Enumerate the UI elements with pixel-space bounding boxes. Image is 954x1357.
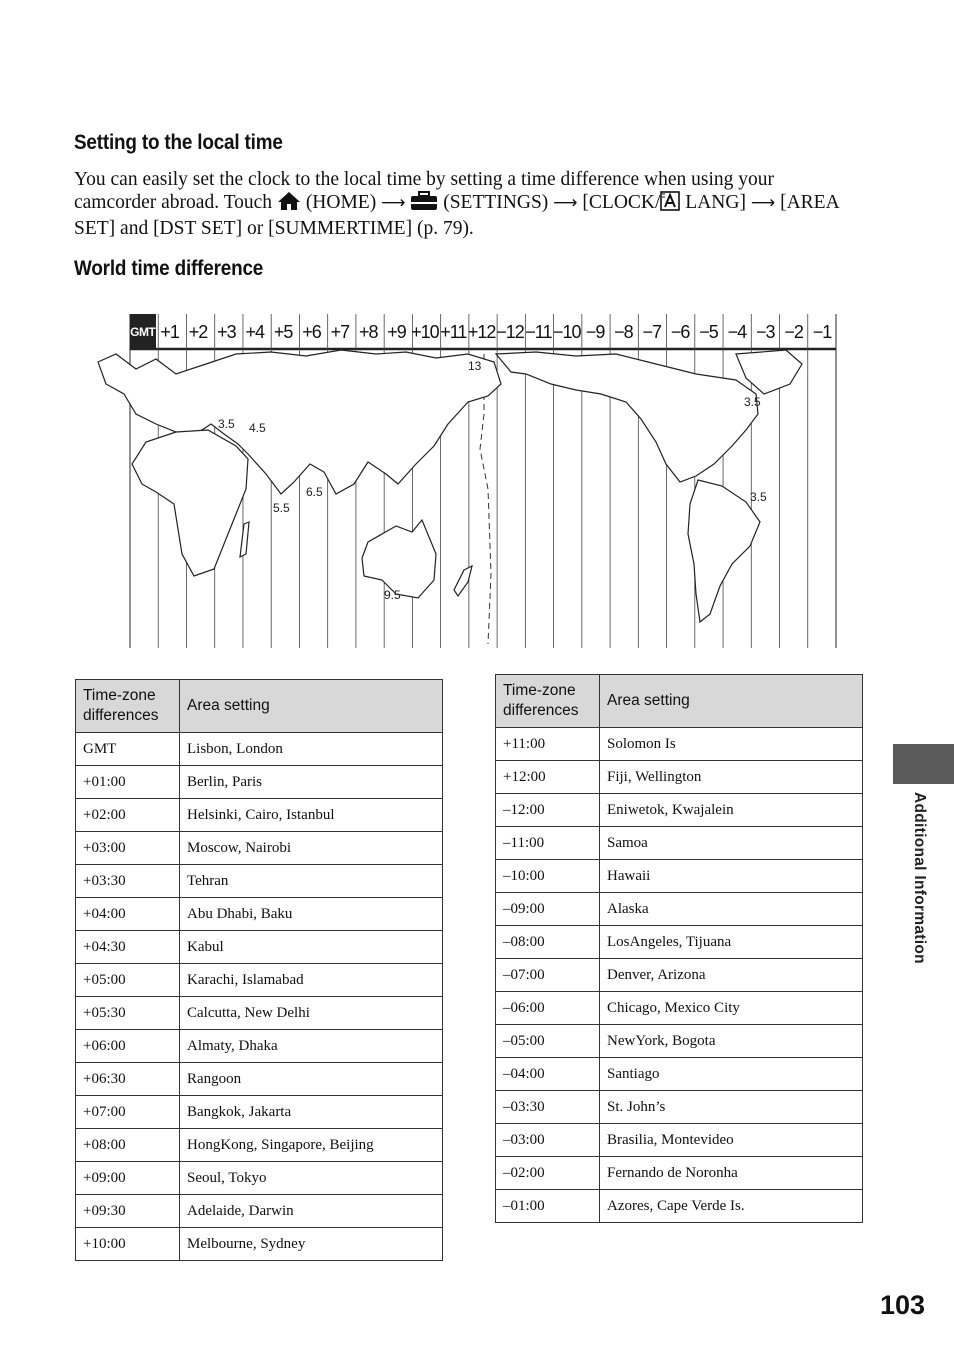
zone-label: +10 [411, 322, 439, 342]
table-row [496, 992, 863, 1025]
table-row [76, 898, 443, 931]
north-america-outline [496, 352, 758, 482]
time-zone-cell: –04:00 [496, 1058, 600, 1091]
table-row [76, 832, 443, 865]
area-setting-cell: NewYork, Bogota [600, 1025, 863, 1058]
time-zone-cell: –10:00 [496, 860, 600, 893]
offset-label: 5.5 [273, 501, 290, 515]
area-setting-cell: Adelaide, Darwin [180, 1195, 443, 1228]
time-zone-cell: +04:30 [76, 931, 180, 964]
table-row [76, 733, 443, 766]
area-setting-cell: Hawaii [600, 860, 863, 893]
area-setting-cell: LosAngeles, Tijuana [600, 926, 863, 959]
area-setting-cell: Calcutta, New Delhi [180, 997, 443, 1030]
settings-toolbox-icon [410, 191, 438, 217]
time-zone-cell: +12:00 [496, 761, 600, 794]
offset-label: 3.5 [744, 395, 761, 409]
zone-label: +5 [273, 322, 293, 342]
africa-outline [132, 430, 248, 576]
area-setting-cell: Karachi, Islamabad [180, 964, 443, 997]
area-setting-cell: Fernando de Noronha [600, 1157, 863, 1190]
zone-label: +3 [217, 322, 236, 342]
zone-label: −12 [496, 322, 524, 342]
area-setting-cell: Samoa [600, 827, 863, 860]
time-zone-cell: –01:00 [496, 1190, 600, 1223]
zone-label: −3 [755, 322, 775, 342]
zone-label: −1 [812, 322, 832, 342]
table-row [76, 931, 443, 964]
area-setting-cell: Santiago [600, 1058, 863, 1091]
table-row [496, 926, 863, 959]
zone-label: −10 [552, 322, 581, 342]
madagascar-outline [240, 522, 249, 557]
table-row [496, 1124, 863, 1157]
home-icon [277, 191, 301, 217]
time-zone-cell: +09:30 [76, 1195, 180, 1228]
zone-label: −4 [727, 322, 747, 342]
time-zone-cell: +03:30 [76, 865, 180, 898]
table-row [496, 1157, 863, 1190]
time-zone-cell: –02:00 [496, 1157, 600, 1190]
world-time-map [96, 314, 838, 648]
time-zone-table-left [75, 679, 443, 1261]
table-row [76, 964, 443, 997]
zone-label: +7 [330, 322, 350, 342]
area-setting-cell: Kabul [180, 931, 443, 964]
area-setting-cell: Almaty, Dhaka [180, 1030, 443, 1063]
table-row [76, 766, 443, 799]
column-header-time-zone: Time-zone differences [496, 675, 600, 728]
zone-label: +4 [245, 322, 265, 342]
time-zone-cell: –05:00 [496, 1025, 600, 1058]
area-setting-cell: Tehran [180, 865, 443, 898]
time-zone-cell: +08:00 [76, 1129, 180, 1162]
table-row [496, 893, 863, 926]
time-zone-cell: +01:00 [76, 766, 180, 799]
area-setting-cell: Fiji, Wellington [600, 761, 863, 794]
column-header-area-setting: Area setting [180, 680, 443, 733]
section-heading-local-time: Setting to the local time [74, 131, 283, 154]
column-header-area-setting: Area setting [600, 675, 863, 728]
arrow-right-icon: ⟶ [750, 193, 776, 213]
table-row [76, 1195, 443, 1228]
time-zone-cell: –08:00 [496, 926, 600, 959]
instructions-text-1: You can easily set the clock to the local time by setting a time difference when using your camcorder abroad. Touch [74, 169, 775, 213]
zone-label: −2 [784, 322, 803, 342]
area-setting-cell: Brasilia, Montevideo [600, 1124, 863, 1157]
table-row [496, 959, 863, 992]
time-zone-table-right [495, 674, 863, 1223]
instructions-text-5: LANG] [685, 192, 746, 213]
table-row [496, 794, 863, 827]
time-zone-cell: +06:00 [76, 1030, 180, 1063]
time-zone-cell: +07:00 [76, 1096, 180, 1129]
zone-label: +9 [387, 322, 406, 342]
arrow-right-icon: ⟶ [381, 193, 406, 213]
area-setting-cell: Melbourne, Sydney [180, 1228, 443, 1261]
time-zone-cell: –03:30 [496, 1091, 600, 1124]
table-row [76, 1129, 443, 1162]
time-zone-cell: +11:00 [496, 728, 600, 761]
time-zone-cell: GMT [76, 733, 180, 766]
page-number: 103 [880, 1290, 926, 1320]
section-tab-label: Additional Information [911, 792, 928, 964]
table-row [76, 1096, 443, 1129]
table-row [76, 1162, 443, 1195]
area-setting-cell: Helsinki, Cairo, Istanbul [180, 799, 443, 832]
time-zone-cell: +04:00 [76, 898, 180, 931]
offset-label: 9.5 [384, 588, 401, 602]
offset-label: 13 [468, 359, 482, 373]
area-setting-cell: Moscow, Nairobi [180, 832, 443, 865]
table-row [496, 1025, 863, 1058]
zone-label: +12 [467, 322, 496, 342]
table-row [76, 1030, 443, 1063]
time-zone-cell: –11:00 [496, 827, 600, 860]
table-row [496, 728, 863, 761]
time-zone-cell: –09:00 [496, 893, 600, 926]
area-setting-cell: Lisbon, London [180, 733, 443, 766]
time-zone-cell: +09:00 [76, 1162, 180, 1195]
time-zone-cell: +03:00 [76, 832, 180, 865]
table-row [496, 827, 863, 860]
time-zone-cell: –12:00 [496, 794, 600, 827]
area-setting-cell: HongKong, Singapore, Beijing [180, 1129, 443, 1162]
time-zone-cell: +05:00 [76, 964, 180, 997]
table-row [76, 1228, 443, 1261]
zone-label: +1 [160, 322, 179, 342]
zone-label: −9 [585, 322, 605, 342]
time-zone-cell: –07:00 [496, 959, 600, 992]
zone-label: −7 [642, 322, 662, 342]
zone-label: +8 [358, 322, 378, 342]
local-time-instructions [74, 168, 844, 240]
area-setting-cell: Chicago, Mexico City [600, 992, 863, 1025]
instructions-text-6: [AREA SET] and [DST SET] or [SUMMERTIME] (p. 79). [74, 192, 839, 239]
table-header-row [496, 675, 863, 728]
section-heading-world-time: World time difference [74, 257, 264, 280]
area-setting-cell: Azores, Cape Verde Is. [600, 1190, 863, 1223]
zone-label: +6 [302, 322, 321, 342]
time-zone-cell: +06:30 [76, 1063, 180, 1096]
zone-label: +2 [188, 322, 208, 342]
table-row [76, 865, 443, 898]
time-zone-bar [130, 314, 836, 350]
time-zone-cell: –03:00 [496, 1124, 600, 1157]
zone-label: −6 [670, 322, 690, 342]
offset-label: 6.5 [306, 485, 323, 499]
column-header-time-zone: Time-zone differences [76, 680, 180, 733]
area-setting-cell: Berlin, Paris [180, 766, 443, 799]
zone-label: GMT [130, 314, 156, 350]
zone-label: −5 [699, 322, 718, 342]
area-setting-cell: Rangoon [180, 1063, 443, 1096]
area-setting-cell: Solomon Is [600, 728, 863, 761]
offset-label: 4.5 [249, 421, 266, 435]
area-setting-cell: St. John’s [600, 1091, 863, 1124]
table-row [76, 799, 443, 832]
instructions-text-3: (SETTINGS) [443, 192, 549, 213]
area-setting-cell: Bangkok, Jakarta [180, 1096, 443, 1129]
zone-label: +11 [440, 322, 467, 342]
time-zone-cell: –06:00 [496, 992, 600, 1025]
table-row [76, 997, 443, 1030]
table-row [496, 761, 863, 794]
arrow-right-icon: ⟶ [553, 193, 578, 213]
area-setting-cell: Denver, Arizona [600, 959, 863, 992]
table-row [496, 1190, 863, 1223]
new-zealand-outline [454, 566, 472, 596]
offset-label: 3.5 [218, 417, 235, 431]
time-zone-cell: +05:30 [76, 997, 180, 1030]
zone-label: −8 [614, 322, 633, 342]
table-row [496, 1058, 863, 1091]
instructions-text-2: (HOME) [305, 192, 377, 213]
table-row [496, 1091, 863, 1124]
table-row [76, 1063, 443, 1096]
instructions-text-4: [CLOCK/ [582, 192, 661, 213]
area-setting-cell: Seoul, Tokyo [180, 1162, 443, 1195]
time-zone-cell: +02:00 [76, 799, 180, 832]
table-row [496, 860, 863, 893]
table-header-row [76, 680, 443, 733]
time-zone-cell: +10:00 [76, 1228, 180, 1261]
australia-outline [362, 520, 436, 598]
offset-label: 3.5 [750, 490, 767, 504]
area-setting-cell: Eniwetok, Kwajalein [600, 794, 863, 827]
area-setting-cell: Abu Dhabi, Baku [180, 898, 443, 931]
area-setting-cell: Alaska [600, 893, 863, 926]
section-tab-marker [893, 744, 954, 784]
zone-label: −11 [525, 322, 552, 342]
language-icon [660, 191, 680, 217]
